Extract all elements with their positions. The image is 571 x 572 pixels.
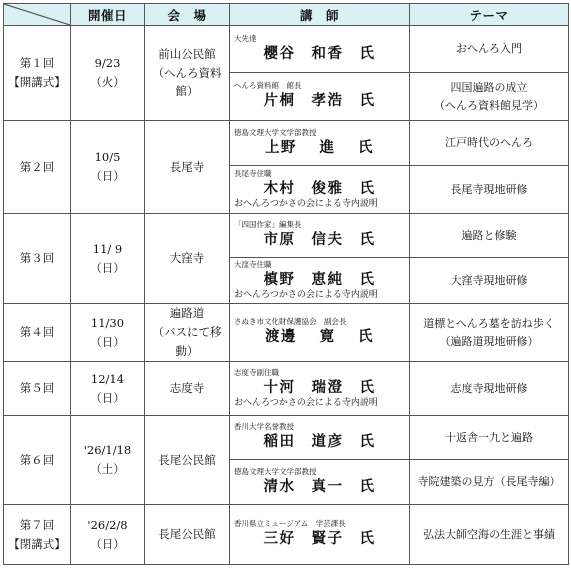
lecturer-name: 櫻谷 和香 氏 (263, 44, 376, 62)
lecturer-cell (230, 166, 410, 214)
lecturer-title: 大先達 (234, 33, 257, 43)
session-row (4, 362, 569, 416)
session-date (71, 416, 145, 505)
weekday-text: （火） (90, 75, 125, 89)
session-date (71, 362, 145, 416)
session-tag: 【閉講式】 (8, 536, 66, 551)
lecture-schedule (3, 3, 568, 569)
lecturer-title: 長尾寺住職 (234, 169, 272, 179)
lecturer-cell (230, 73, 410, 121)
header-row (4, 4, 569, 26)
session-round: 第２回 (19, 159, 55, 174)
weekday-text: （日） (90, 536, 125, 551)
venue-name: 長尾公民館 (158, 452, 216, 467)
venue-name: 志度寺 (169, 381, 205, 396)
session-venue (145, 26, 230, 121)
session-date (71, 26, 145, 121)
theme-cell (410, 121, 569, 166)
lecturer-cell (230, 505, 410, 565)
theme-cell (410, 258, 569, 304)
weekday-text: （日） (90, 334, 125, 349)
date-text: 12/14 (90, 371, 125, 386)
theme-cell (410, 505, 569, 565)
session-venue (145, 214, 230, 304)
theme-text: 寺院建築の見方（長尾寺編） (417, 475, 561, 489)
date-text: '26/1/18 (83, 443, 132, 458)
session-round: 第４回 (19, 325, 55, 340)
lecture-note: おへんろつかさの会による寺内説明 (234, 398, 378, 409)
lecturer-cell (230, 304, 410, 362)
lecture-note: おへんろつかさの会による寺内説明 (234, 199, 378, 210)
lecturer-name: 片桐 孝浩 氏 (263, 92, 376, 110)
session-number (4, 416, 71, 505)
theme-text: 弘法大師空海の生涯と事績 (423, 527, 555, 541)
theme-subtext: （遍路道現地研修） (439, 334, 539, 348)
lecturer-cell (230, 121, 410, 166)
venue-name: 大窪寺 (169, 251, 205, 266)
lecture-note: おへんろつかさの会による寺内説明 (234, 290, 378, 301)
date-text: 9/23 (94, 56, 121, 71)
session-number (4, 505, 71, 565)
lecturer-title: 徳島文理大学文学部教授 (234, 466, 317, 476)
theme-cell (410, 214, 569, 258)
date-text: 11/30 (90, 315, 125, 330)
theme-text: 大窪寺現地研修 (450, 273, 528, 287)
theme-subtext: （へんろ資料館見学） (434, 98, 544, 112)
session-date (71, 214, 145, 304)
weekday-text: （日） (90, 260, 125, 275)
theme-cell (410, 73, 569, 121)
weekday-text: （日） (90, 390, 125, 405)
session-venue (145, 505, 230, 565)
venue-name: 前山公民館 (158, 46, 216, 61)
weekday-text: （土） (90, 462, 125, 476)
lecturer-name: 稲田 道彦 氏 (263, 433, 376, 451)
lecturer-title: へんろ資料館 館長 (234, 81, 302, 91)
lecturer-cell (230, 460, 410, 505)
lecturer-cell (230, 26, 410, 73)
theme-text: 十返舎一九と遍路 (445, 430, 533, 444)
diagonal-line (4, 4, 70, 25)
session-venue (145, 416, 230, 505)
theme-cell (410, 362, 569, 416)
venue-note: （へんろ資料館） (152, 65, 222, 99)
lecturer-name: 十河 瑞澄 氏 (263, 379, 376, 397)
session-date (71, 304, 145, 362)
session-venue (145, 304, 230, 362)
lecturer-title: 徳島文理大学文学部教授 (234, 127, 317, 137)
lecturer-title: 志度寺副住職 (234, 368, 279, 378)
session-number (4, 121, 71, 214)
theme-text: おへんろ入門 (456, 42, 522, 56)
lecturer-title: さぬき市文化財保護協会 副会長 (234, 317, 347, 327)
theme-text: 長尾寺現地研修 (450, 182, 528, 196)
header-theme: テーマ (410, 4, 569, 26)
session-tag: 【開講式】 (8, 75, 66, 89)
lecturer-name: 三好 賢子 氏 (263, 530, 376, 548)
session-round: 第６回 (19, 452, 55, 467)
theme-cell (410, 166, 569, 214)
theme-cell (410, 416, 569, 460)
theme-cell (410, 460, 569, 505)
session-round: 第１回 (19, 56, 55, 71)
session-date (71, 505, 145, 565)
date-text: 11/ 9 (92, 241, 123, 256)
venue-note: （バスにて移動） (152, 325, 222, 358)
session-row (4, 416, 569, 460)
schedule-table (3, 3, 569, 565)
lecturer-name: 市原 信夫 氏 (263, 231, 376, 249)
session-number (4, 214, 71, 304)
header-lecturer: 講 師 (230, 4, 410, 26)
lecturer-title: 「四国作家」編集長 (234, 220, 302, 230)
weekday-text: （日） (90, 169, 125, 183)
session-number (4, 304, 71, 362)
session-row (4, 304, 569, 362)
session-round: 第５回 (19, 381, 55, 396)
session-number (4, 362, 71, 416)
session-round: 第７回 (19, 517, 55, 532)
session-row (4, 214, 569, 258)
session-venue (145, 362, 230, 416)
session-row (4, 505, 569, 565)
session-venue (145, 121, 230, 214)
venue-name: 長尾寺 (169, 159, 205, 174)
lecturer-cell (230, 258, 410, 304)
lecturer-name: 木村 俊雅 氏 (263, 180, 376, 198)
lecturer-cell (230, 214, 410, 258)
theme-text: 四国遍路の成立 (450, 80, 528, 94)
date-text: '26/2/8 (87, 517, 128, 532)
lecturer-title: 大窪寺住職 (234, 260, 272, 270)
venue-name: 長尾公民館 (158, 527, 216, 542)
corner-cell (4, 4, 71, 26)
theme-text: 志度寺現地研修 (450, 381, 528, 395)
theme-text: 道標とへんろ墓を訪ね歩く (423, 316, 555, 330)
date-text: 10/5 (94, 150, 121, 165)
lecturer-title: 香川大学名誉教授 (234, 422, 294, 432)
session-number (4, 26, 71, 121)
theme-text: 遍路と修験 (461, 228, 517, 242)
theme-cell (410, 26, 569, 73)
header-date: 開催日 (71, 4, 145, 26)
theme-cell (410, 304, 569, 362)
lecturer-cell (230, 416, 410, 460)
session-row (4, 121, 569, 166)
header-venue: 会 場 (145, 4, 230, 26)
session-round: 第３回 (19, 251, 55, 266)
lecturer-name: 清水 真一 氏 (263, 477, 376, 495)
session-date (71, 121, 145, 214)
lecturer-name: 渡邊 寛 氏 (264, 328, 375, 346)
lecturer-name: 槙野 恵純 氏 (263, 271, 376, 289)
session-row (4, 26, 569, 73)
lecturer-name: 上野 進 氏 (264, 138, 375, 156)
venue-name: 遍路道 (169, 306, 205, 321)
theme-text: 江戸時代のへんろ (445, 136, 533, 150)
lecturer-title: 香川県立ミュージアム 学芸課長 (234, 519, 346, 529)
lecturer-cell (230, 362, 410, 416)
